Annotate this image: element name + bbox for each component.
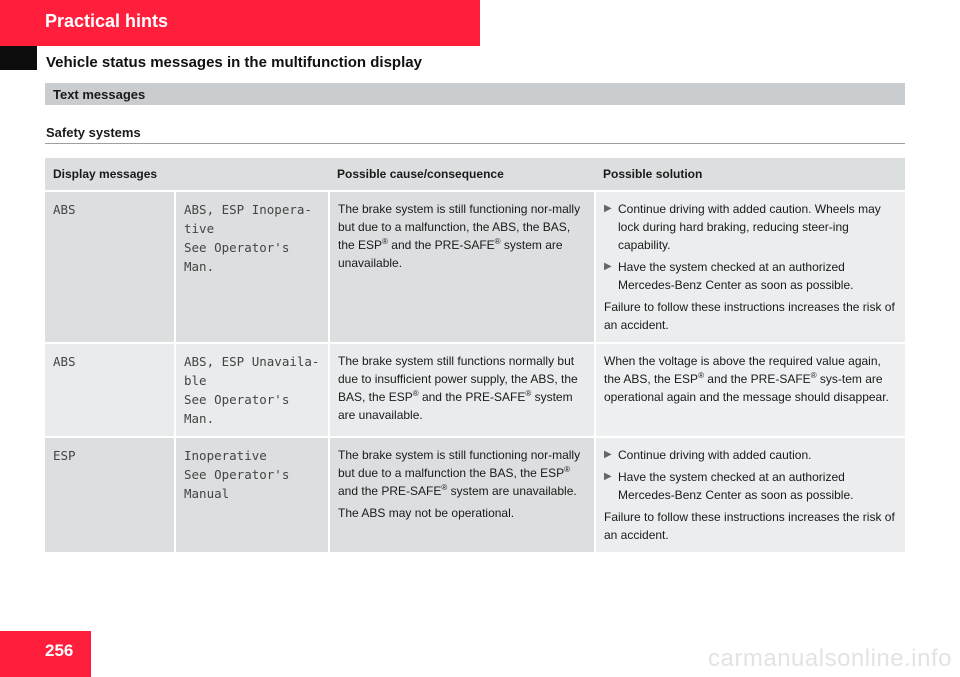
display-message-cell [175,343,329,437]
solution-text: When the voltage is above the required value again, the ABS, the ESP® and the PRE-SAFE® sys-tem are operational again and the message should disappear. [604,354,889,404]
message-code-cell [45,343,175,437]
solution-bullet [604,446,897,464]
cause-text: The brake system still functions normally but due to insufficient power supply, the ABS, the BAS, the ESP® and the PRE-SAFE® system are unavailable. [338,354,578,422]
display-message-cell [175,191,329,343]
header-marker [0,46,37,70]
page-number-box [0,631,91,677]
registered-mark: ® [698,371,704,380]
solution-cell [595,437,905,552]
solution-bullet [604,468,897,504]
text-messages-label: Text messages [53,87,146,102]
registered-mark: ® [810,371,817,380]
solution-bullet [604,200,897,254]
registered-mark: ® [564,465,571,474]
page-number: 256 [45,641,74,660]
section-title: Practical hints [45,11,169,31]
solution-bullet-text: Continue driving with added caution. Wheels may lock during hard braking, reducing steer-ing capability. [618,202,881,252]
display-message: Inoperative See Operator's Manual [184,448,290,501]
solution-cell [595,191,905,343]
watermark: carmanualsonline.info [708,645,952,672]
subsection-title: Safety systems [46,125,141,140]
cause-cell [329,437,595,552]
registered-mark: ® [525,389,532,398]
message-code-cell [45,437,175,552]
cause-text: The brake system is still functioning nor-mally but due to a malfunction, the ABS, the BAS, the ESP® and the PRE-SAFE® system are unavailable. [338,202,581,270]
cause-note: The ABS may not be operational. [338,506,515,520]
display-message-cell [175,437,329,552]
cause-cell [329,343,595,437]
registered-mark: ® [494,237,501,246]
registered-mark: ® [441,483,448,492]
page-heading: Vehicle status messages in the multifunction display [46,54,422,71]
subsection-divider [45,143,905,144]
cause-cell [329,191,595,343]
table-row [45,191,905,343]
column-header-display: Display messages [45,158,329,191]
display-message: ABS, ESP Inopera- tive See Operator's Man. [184,202,312,274]
arrow-right-icon: ▶ [604,471,612,482]
solution-bullet-text: Have the system checked at an authorized Mercedes-Benz Center as soon as possible. [618,470,854,502]
solution-note: Failure to follow these instructions increases the risk of an accident. [604,300,895,332]
solution-note: Failure to follow these instructions increases the risk of an accident. [604,510,895,542]
column-header-cause: Possible cause/consequence [329,158,595,191]
table-row [45,437,905,552]
cause-text: The brake system is still functioning nor-mally but due to a malfunction the BAS, the ESP® and the PRE-SAFE® system are unavailable. [338,448,581,498]
message-code: ESP [53,448,76,463]
status-message-table [45,158,905,552]
solution-bullet [604,258,897,294]
arrow-right-icon: ▶ [604,203,612,214]
arrow-right-icon: ▶ [604,261,612,272]
message-code: ABS [53,202,76,217]
arrow-right-icon: ▶ [604,449,612,460]
table-row [45,343,905,437]
solution-cell [595,343,905,437]
registered-mark: ® [412,389,419,398]
registered-mark: ® [382,237,388,246]
text-messages-bar [45,83,905,105]
display-message: ABS, ESP Unavaila- ble See Operator's Man. [184,354,320,426]
column-header-solution: Possible solution [595,158,905,191]
message-code-cell [45,191,175,343]
solution-bullet-text: Continue driving with added caution. [618,448,812,462]
section-tab [0,0,480,46]
solution-bullet-text: Have the system checked at an authorized Mercedes-Benz Center as soon as possible. [618,260,854,292]
table-header-row [45,158,905,191]
message-code: ABS [53,354,76,369]
